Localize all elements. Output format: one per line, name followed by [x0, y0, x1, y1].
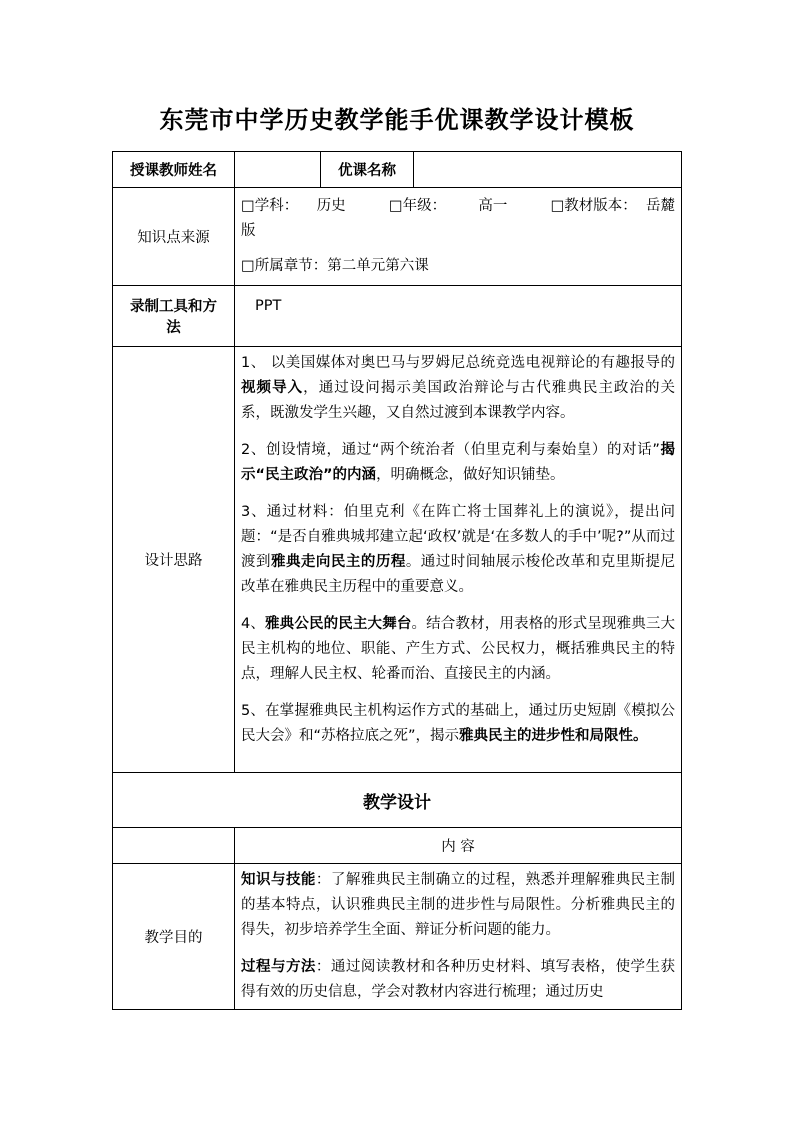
- design-row: [113, 347, 682, 773]
- source-row: [113, 188, 682, 286]
- design-point-1-tail: ，通过设问揭示美国政治辩论与古代雅典民主政治的关系，既激发学生兴趣，又自然过渡到本课教学内容。: [241, 380, 676, 421]
- design-point-3-bold: 雅典走向民主的历程: [270, 554, 406, 570]
- subject-field: [241, 194, 346, 219]
- content-header-blank: [113, 828, 235, 864]
- design-point-1: [241, 351, 675, 426]
- design-point-4-bold: 雅典公民的民主大舞台: [265, 616, 412, 632]
- edition-value-cont: 版: [241, 223, 256, 239]
- goal-content: [235, 864, 682, 1010]
- tools-row: [113, 286, 682, 347]
- design-point-5: [241, 699, 675, 749]
- design-label: 设计思路: [113, 347, 235, 773]
- tools-label: [113, 286, 235, 347]
- edition-value: 岳麓: [646, 198, 675, 214]
- goal-row: [113, 864, 682, 1010]
- section-heading-row: [113, 773, 682, 828]
- lesson-plan-table: [112, 151, 682, 1010]
- teacher-name-value[interactable]: [235, 152, 321, 188]
- edition-field: [551, 194, 675, 219]
- goal-process-title: 过程与方法: [241, 959, 316, 975]
- section-heading: 教学设计: [113, 773, 682, 828]
- chapter-field: □所属章节：第二单元第六课: [241, 258, 429, 274]
- content-header: 内 容: [235, 828, 682, 864]
- course-name-value[interactable]: [414, 152, 682, 188]
- grade-field: [389, 194, 507, 219]
- design-point-2-tail: ，明确概念，做好知识铺垫。: [376, 467, 565, 483]
- source-label: 知识点来源: [113, 188, 235, 286]
- goal-process-text: ：通过阅读教材和各种历史材料、填写表格，使学生获得有效的历史信息，学会对教材内容进行梳理；通过历史: [241, 959, 676, 1000]
- goal-label: 教学目的: [113, 864, 235, 1010]
- goal-knowledge-text: ：了解雅典民主制确立的过程，熟悉并理解雅典民主制的基本特点，认识雅典民主制的进步性与局限性。分析雅典民主的得失，初步培养学生全面、辩证分析问题的能力。: [241, 872, 676, 938]
- tools-value: PPT: [235, 286, 682, 347]
- design-point-2: [241, 438, 675, 488]
- design-point-2-text: 2、创设情境，通过“两个统治者（伯里克利与秦始皇）的对话”: [241, 442, 660, 458]
- source-content: [235, 188, 682, 286]
- subject-label: □学科：: [241, 198, 299, 214]
- goal-process: [241, 955, 675, 1005]
- design-point-3: [241, 500, 675, 600]
- design-point-5-bold: 雅典民主的进步性和局限性。: [459, 728, 648, 744]
- design-point-3-tail: 。通过时间轴展示梭伦改革和克里斯提尼改革在雅典民主历程中的重要意义。: [241, 554, 676, 595]
- content-header-row: [113, 828, 682, 864]
- design-point-1-bold: 视频导入: [241, 380, 304, 396]
- course-name-label: 优课名称: [321, 152, 414, 188]
- subject-value: 历史: [316, 198, 346, 214]
- design-point-5-text: 5、在掌握雅典民主机构运作方式的基础上，通过历史短剧《模拟公民大会》和“苏格拉底之死”，揭示: [241, 703, 675, 744]
- edition-label: □教材版本：: [550, 198, 637, 214]
- teacher-row: [113, 152, 682, 188]
- grade-value: 高一: [478, 198, 508, 214]
- goal-knowledge-title: 知识与技能: [241, 872, 316, 888]
- design-content: [235, 347, 682, 773]
- design-point-4-text: 4、: [241, 616, 266, 632]
- teacher-name-label: 授课教师姓名: [113, 152, 235, 188]
- tools-label-line2: 法: [166, 320, 181, 336]
- grade-label: □年级：: [388, 198, 447, 214]
- design-point-3-text: 3、通过材料：伯里克利《在阵亡将士国葬礼上的演说》，提出问题：“是否自雅典城邦建立起‘政权’就是‘在多数人的手中’呢?”从而过渡到: [241, 504, 675, 570]
- design-point-2-bold: 揭示“民主政治”的内涵: [241, 442, 676, 483]
- goal-knowledge: [241, 868, 675, 943]
- document-title: 东莞市中学历史教学能手优课教学设计模板: [159, 105, 635, 134]
- design-point-1-text: 1、 以美国媒体对奥巴马与罗姆尼总统竞选电视辩论的有趣报导的: [241, 355, 675, 371]
- design-point-4: [241, 612, 675, 687]
- design-point-4-tail: 。结合教材，用表格的形式呈现雅典三大民主机构的地位、职能、产生方式、公民权力，概括雅典民主的特点，理解人民主权、轮番而治、直接民主的内涵。: [241, 616, 676, 682]
- tools-label-line1: 录制工具和方: [130, 299, 217, 315]
